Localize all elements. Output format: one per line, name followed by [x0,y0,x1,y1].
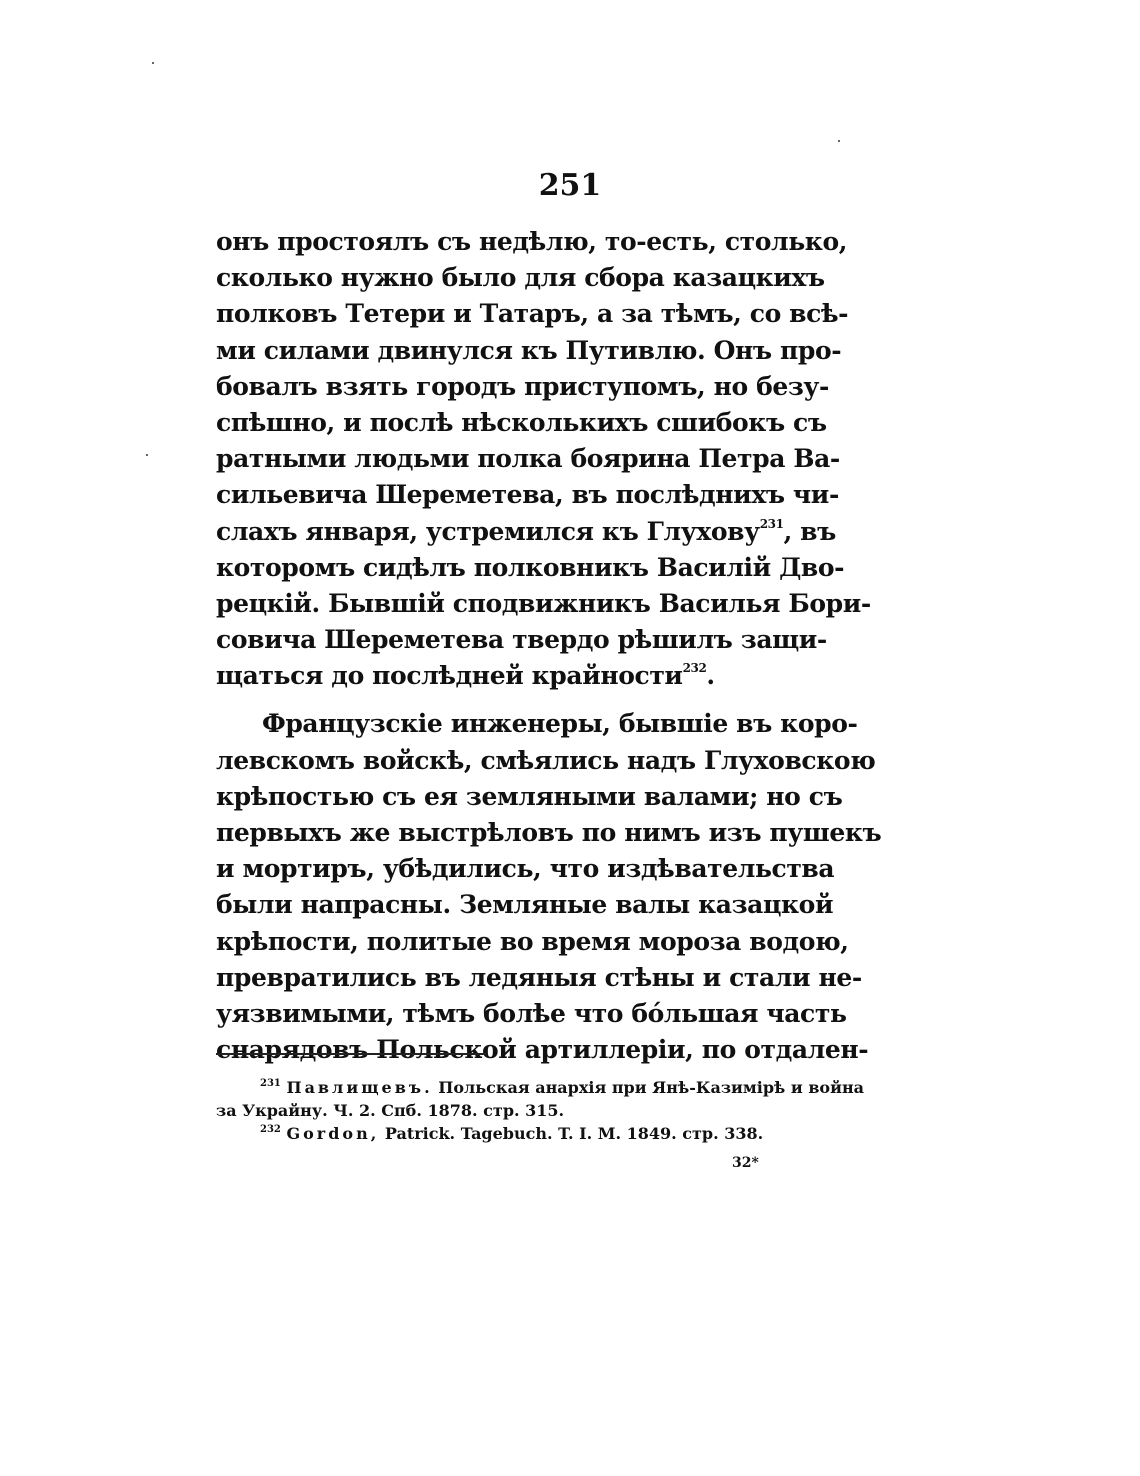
footnotes [216,1076,865,1145]
footnote-text: Польская анархія при Янѣ-Казимірѣ и война [432,1078,865,1097]
text-line: крѣпостью съ ея земляными валами; но съ [216,781,843,811]
footnote-text: Patrick. Tagebuch. T. I. M. 1849. стр. 338. [379,1124,764,1143]
text-line: полковъ Тетери и Татаръ, а за тѣмъ, со всѣ- [216,299,849,329]
scan-speck [146,454,148,456]
footnote-232 [216,1122,804,1145]
text-line: которомъ сидѣлъ полковникъ Василій Дво- [216,552,845,582]
footnote-231-continuation: за Украйну. Ч. 2. Спб. 1878. стр. 315. [216,1101,565,1120]
text-line: и мортиръ, убѣдились, что издѣвательства [216,854,835,884]
footnote-number: 232 [260,1124,281,1135]
text-line: сильевича Шереметева, въ послѣднихъ чи- [216,480,839,510]
text-line: превратились въ ледяныя стѣны и стали не- [216,962,862,992]
paragraph-2 [216,706,882,1068]
text-line [216,658,806,694]
text-line: бовалъ взять городъ приступомъ, но безу- [216,371,829,401]
text-line: спѣшно, и послѣ нѣсколькихъ сшибокъ съ [216,407,827,437]
text-line: сколько нужно было для сбора казацкихъ [216,263,825,293]
text-segment: щаться до послѣдней крайности [216,661,683,691]
text-line: снарядовъ Польской артиллеріи, по отдален- [216,1035,869,1065]
scan-speck [152,62,154,64]
footnote-reference: 231 [759,516,784,531]
text-line: рецкій. Бывшій сподвижникъ Василья Бори- [216,588,871,618]
text-segment: слахъ января, устремился къ Глухову [216,516,760,546]
paragraph-gap [216,694,806,706]
text-line: уязвимыми, тѣмъ болѣе что бóльшая часть [216,998,847,1028]
text-line: Французскіе инженеры, бывшіе въ коро- [262,709,858,739]
text-line: ратными людьми полка боярина Петра Ва- [216,444,840,474]
text-line: онъ простоялъ съ недѣлю, то-есть, столько, [216,227,848,256]
footnote-231 [216,1076,865,1099]
page-number: 251 [538,168,602,203]
footnote-divider [216,1053,486,1055]
text-segment: . [706,661,715,691]
text-segment: , въ [783,516,836,546]
signature-mark: 32* [732,1155,759,1171]
footnote-author: Gordon, [286,1124,380,1143]
footnote-author: Павлищевъ. [286,1078,433,1097]
text-line: крѣпости, политые во время мороза водою, [216,926,849,956]
text-line [216,514,836,550]
paragraph-1 [216,224,871,694]
text-line: ми силами двинулся къ Путивлю. Онъ про- [216,335,842,365]
body-text [216,224,882,1068]
footnote-number: 231 [260,1078,281,1089]
text-line: первыхъ же выстрѣловъ по нимъ изъ пушекъ [216,818,882,847]
text-line: левскомъ войскѣ, смѣялись надъ Глуховскою [216,745,876,775]
footnote-reference: 232 [682,661,707,676]
text-line: были напрасны. Земляные валы казацкой [216,890,834,920]
scan-speck [838,140,840,142]
text-line: совича Шереметева твердо рѣшилъ защи- [216,625,827,655]
